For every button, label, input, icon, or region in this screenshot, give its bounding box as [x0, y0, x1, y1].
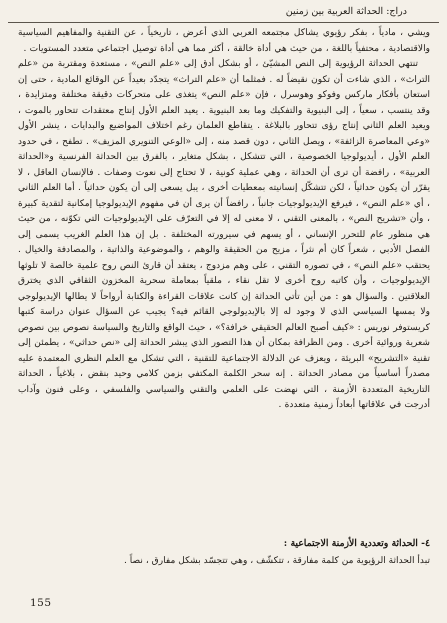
section-first-line: تبدأ الحداثة الرؤيوية من كلمة مفارقة ، تتكشّف ، وهي تتجسّد بشكل مفارق ، نصاً . [123, 556, 430, 566]
running-header: دراج: الحداثة العربية بين زمنين [285, 6, 407, 17]
main-text [18, 26, 430, 414]
page-number: 155 [30, 597, 52, 609]
paragraph-continued: ويشي ، مادياً ، بفكر رؤيوي يشاكل مجتمعه العربي الذي أعرض ، تاريخياً ، عن التقنية والمفاهيم السياسية والاقتصادية ، محتفياً باللغة ، من حيث هي أداة خالقة ، أكثر مما هي أداة توصيل اجتماعي متعدد المستويات . [18, 28, 430, 54]
header-divider [8, 22, 439, 23]
paragraph-main: تنتهي الحداثة الرؤيوية إلى النص المشيّئ ، أو بشكل أدق إلى «علم النص» ، مستعدة ومقتربة من «علم التراث» ، الذي شاءت أن تكون نقيضاً له . فمثلما أن «علم التراث» يتجدّد بعيداً عن الوقائع المادية ، حتى إن استعان بأفكار ماركس وفوكو وهوسرل ، فإن «علم النص» يتغذى على متحركات دقيقة مختلفة ومتزايدة ، وقد ينتسب ، سعياً ، إلى البنيوية والتفكيك وما بعد البنيوية . يعيد العلم الأول إنتاج معتقدات تتحاور بالموت ، ويعيد العلم الثاني إنتاج رؤى تتحاور بالبلاغة . يتقاطع العلمان رغم اختلاف المواضيع والبدايات ، ينشر الأول «وعي المعاصرة الزائفة» ، ويصل الثاني ، دون قصد منه ، إلى «الوعي التنويري المزيف» . تطفح ، في حدود العلم الأول ، أيديولوجيا الخصوصية ، التي تتشكل ، بشكل متغاير ، بالفرق بين الحداثة الفرنسية و«الحداثة العربية» ، رافضة أن ترى أن الحداثة ، وهي عملية كونية ، لا تحتاج إلى نعوت وصفات . فالإنسان العاقل ، لا يقرّر أن يكون حداثياً ، لكن تتشكّل إنسانيته بمعطيات أخرى ، يبل يسعى إلى أن يكون حداثياً . أما العلم الثاني ، أي «علم النص» ، فيرفع الإيديولوجيات جانباً ، رافضاً أن يرى أن في مفهوم الإيديولوجيا إمكانية لتقدية كبيرة ، وأن «تشريح النص» ، بالمعنى التقني ، لا معنى له إلا في التعرّف على الإيديولوجيات التي تكوّنه ، من حيث هي منظور عام للتحرر الإنساني ، أو يسهم في سيرورته المختلفة . بل إن هذا العلم الغريب يسمى إلى الفصل الأدبي ، شعراً كان أم نثراً ، مزيح من الحقيقة والوهم ، والموضوعية والذاتية ، والمصادفة والخيال . يحتقب «علم النص» ، في تصوره التقني ، على وهم مزدوج ، يعتقد أن قارئ النص روح علمية خالصة لا تلوثها الإيديولوجيات ، وأن كاتبه روح أخرى لا تقل نقاء ، ملقياً بمعاملة سحرية المخزون الثقافي الذي يخترق العلاقتين . والسؤال هو : من أين تأتي الحداثة إن كانت علاقات القراءة والكتابة أرواحاً لا يطالها الإيديولوجي ولا يمسها السياسي الذي لا وجود له إلا بالإيديولوجي القائم فيه؟ يجيب عن السؤال عنوان دراسة كتبها كريستوفر نوريس : «كيف أصبح العالم الحقيقي خرافة؟» ، حيث الواقع والتاريخ والسياسة نصوص بين نصوص شعرية وروائية أخرى . ومن الظرافة بمكان أن هذا التصور الذي يبشر الحداثة إلى «نص حداثي» ، يطمئن إلى تقنية «التشريح» البريئة ، ويعزف عن الدلالة الاجتماعية للتقنية ، التي تشكل مع العلم النظري المعتمدة عليه مصدراً أساسياً من مصادر الحداثة . إنه سحر الكلمة المكتفي بزمن كلامي وحيد بنقض ، بلاغياً ، الحداثة التاريخية المتعددة الأزمنة ، التي نهضت على العلمي والتقني والسياسي والفلسفي ، وعلى فنون وآداب أدرجت في علاقاتها أبعاداً زمنية متعددة . [18, 59, 430, 410]
section-heading: ٤- الحداثة وتعددية الأزمنة الاجتماعية : [283, 538, 430, 549]
